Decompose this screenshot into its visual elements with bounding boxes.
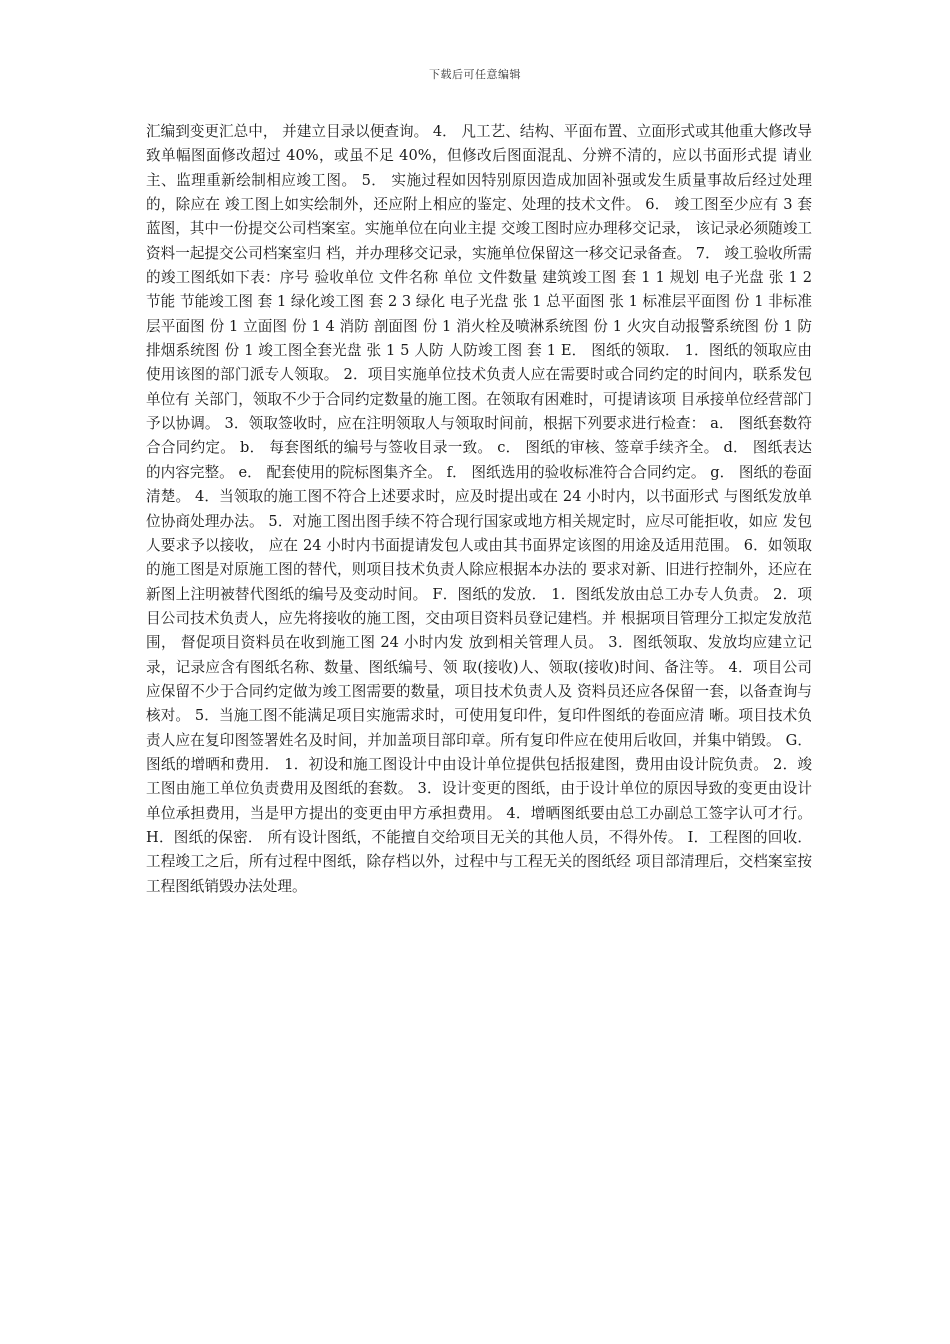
header-note: 下载后可任意编辑	[429, 68, 521, 81]
document-body-text: 汇编到变更汇总中， 并建立目录以便查询。 4． 凡工艺、结构、平面布置、立面形式或其他重大修改导致单幅图面修改超过 40%，或虽不足 40%，但修改后图面混乱、分辨不清的，应以书面形式提 请业主、监理重新绘制相应竣工图。 5． 实施过程如因特别原因造成加固补强或发生质量事故后经过处理的，除应在 竣工图上如实绘制外，还应附上相应的鉴定、处理的技术文件。 6． 竣工图至少应有 3 套蓝图，其中一份提交公司档案室。实施单位在向业主提 交竣工图时应办理移交记录， 该记录必须随竣工资料一起提交公司档案室归 档，并办理移交记录，实施单位保留这一移交记录备查。 7． 竣工验收所需的竣工图纸如下表：序号 验收单位 文件名称 单位 文件数量 建筑竣工图 套 1 1 规划 电子光盘 张 1 2 节能 节能竣工图 套 1 绿化竣工图 套 2 3 绿化 电子光盘 张 1 总平面图 张 1 标准层平面图 份 1 非标准层平面图 份 1 立面图 份 1 4 消防 剖面图 份 1 消火栓及喷淋系统图 份 1 火灾自动报警系统图 份 1 防排烟系统图 份 1 竣工图全套光盘 张 1 5 人防 人防竣工图 套 1 E． 图纸的领取． 1．图纸的领取应由使用该图的部门派专人领取。 2．项目实施单位技术负责人应在需要时或合同约定的时间内，联系发包单位有 关部门，领取不少于合同约定数量的施工图。在领取有困难时，可提请该项 目承接单位经营部门予以协调。 3．领取签收时，应在注明领取人与领取时间前，根据下列要求进行检查： a． 图纸套数符合合同约定。 b． 每套图纸的编号与签收目录一致。 c． 图纸的审核、签章手续齐全。 d． 图纸表达的内容完整。 e． 配套使用的院标图集齐全。 f． 图纸选用的验收标准符合合同约定。 g． 图纸的卷面清楚。 4．当领取的施工图不符合上述要求时，应及时提出或在 24 小时内，以书面形式 与图纸发放单位协商处理办法。 5．对施工图出图手续不符合现行国家或地方相关规定时，应尽可能拒收，如应 发包人要求予以接收， 应在 24 小时内书面提请发包人或由其书面界定该图的用途及适用范围。 6．如领取的施工图是对原施工图的替代，则项目技术负责人除应根据本办法的 要求对新、旧进行控制外，还应在新图上注明被替代图纸的编号及变动时间。 F．图纸的发放． 1．图纸发放由总工办专人负责。 2．项目公司技术负责人，应先将接收的施工图，交由项目资料员登记建档。并 根据项目管理分工拟定发放范围， 督促项目资料员在收到施工图 24 小时内发 放到相关管理人员。 3．图纸领取、发放均应建立记录，记录应含有图纸名称、数量、图纸编号、领 取(接收)人、领取(接收)时间、备注等。 4．项目公司应保留不少于合同约定做为竣工图需要的数量，项目技术负责人及 资料员还应各保留一套，以备查询与核对。 5．当施工图不能满足项目实施需求时，可使用复印件，复印件图纸的卷面应清 晰。项目技术负责人应在复印图签署姓名及时间，并加盖项目部印章。所有复印件应在使用后收回，并集中销毁。 G．图纸的增晒和费用． 1．初设和施工图设计中由设计单位提供包括报建图，费用由设计院负责。 2．竣工图由施工单位负责费用及图纸的套数。 3．设计变更的图纸，由于设计单位的原因导致的变更由设计单位承担费用，当是甲方提出的变更由甲方承担费用。 4．增晒图纸要由总工办副总工签字认可才行。 H．图纸的保密． 所有设计图纸，不能擅自交给项目无关的其他人员，不得外传。 I．工程图的回收． 工程竣工之后，所有过程中图纸，除存档以外，过程中与工程无关的图纸经 项目部清理后，交档案室按工程图纸销毁办法处理。	[146, 123, 813, 895]
